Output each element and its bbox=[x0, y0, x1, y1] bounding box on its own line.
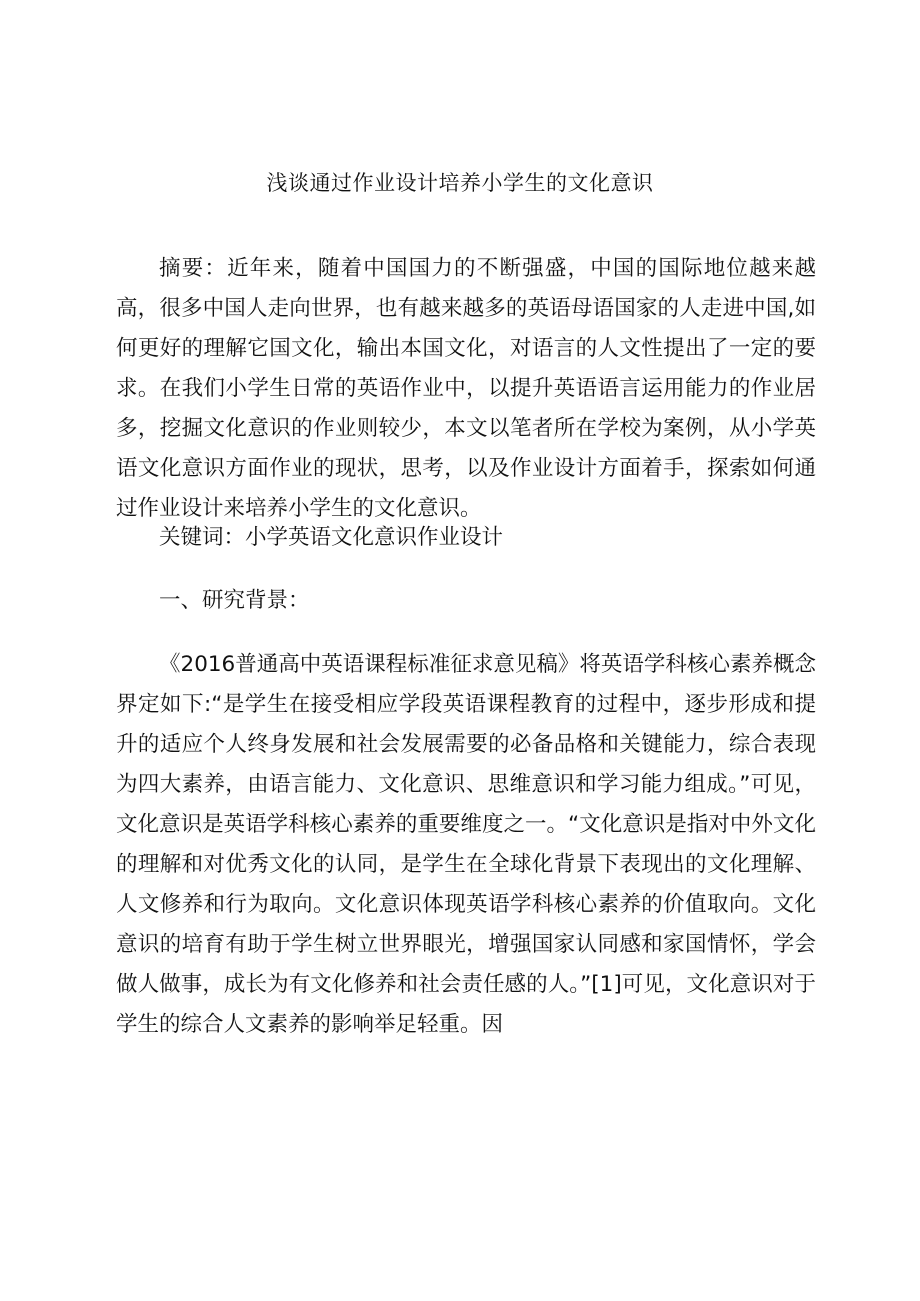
keywords-line: 关键词：小学英语文化意识作业设计 bbox=[159, 525, 504, 550]
document-title: 浅谈通过作业设计培养小学生的文化意识 bbox=[266, 171, 654, 195]
body-paragraph: 《2016普通高中英语课程标准征求意见稿》将英语学科核心素养概念界定如下:“是学生在接受相应学段英语课程教育的过程中，逐步形成和提升的适应个人终身发展和社会发展需要的必备品格和关键能力，综合表现为四大素养，由语言能力、文化意识、思维意识和学习能力组成。”可见，文化意识是英语学科核心素养的重要维度之一。“文化意识是指对中外文化的理解和对优秀文化的认同，是学生在全球化背景下表现出的文化理解、人文修养和行为取向。文化意识体现英语学科核心素养的价值取向。文化意识的培育有助于学生树立世界眼光，增强国家认同感和家国情怀，学会做人做事，成长为有文化修养和社会责任感的人。”[1]可见，文化意识对于学生的综合人文素养的影响举足轻重。因 bbox=[116, 652, 816, 1037]
section-heading: 一、研究背景： bbox=[159, 588, 310, 613]
abstract-paragraph: 摘要：近年来，随着中国国力的不断强盛，中国的国际地位越来越高，很多中国人走向世界，也有越来越多的英语母语国家的人走进中国,如何更好的理解它国文化，输出本国文化，对语言的人文性提出了一定的要求。在我们小学生日常的英语作业中，以提升英语语言运用能力的作业居多，挖掘文化意识的作业则较少，本文以笔者所在学校为案例，从小学英语文化意识方面作业的现状，思考，以及作业设计方面着手，探索如何通过作业设计来培养小学生的文化意识。 bbox=[116, 256, 816, 521]
